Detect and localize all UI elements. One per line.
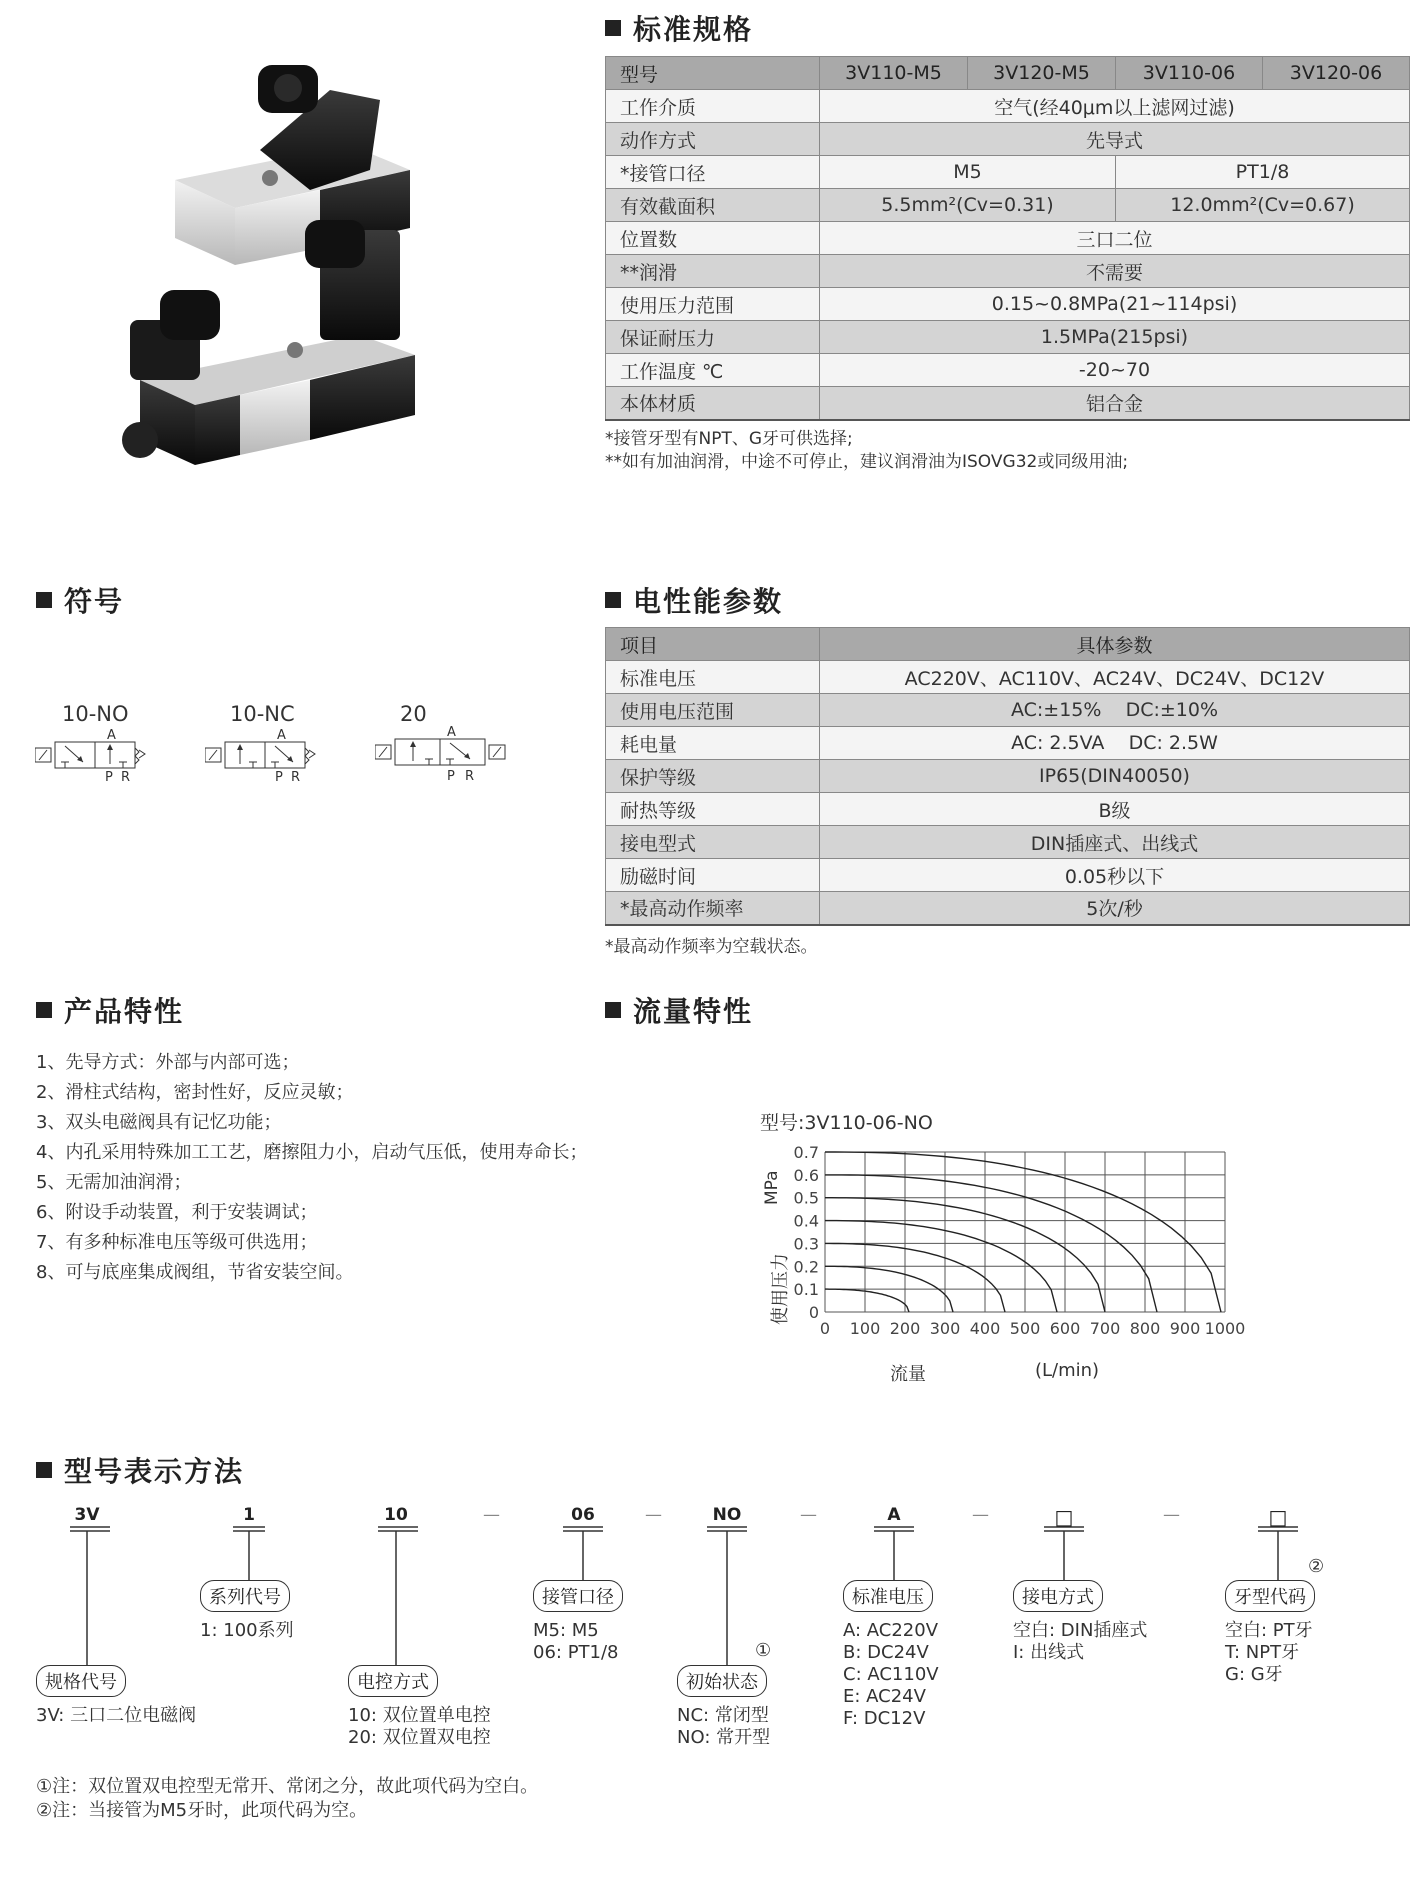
- table-cell: -20~70: [820, 354, 1410, 387]
- symbol-section-title: [36, 580, 124, 620]
- field-desc-line: M5: M5: [533, 1620, 599, 1641]
- list-item: 1、先导方式：外部与内部可选；: [36, 1052, 300, 1073]
- spec-notes: [605, 428, 1128, 474]
- table-cell: 本体材质: [606, 387, 820, 420]
- chart-x-label: 流量: [890, 1364, 926, 1385]
- table-row: [606, 156, 1410, 189]
- field-desc-line: T: NPT牙: [1225, 1642, 1300, 1663]
- list-item: 3、双头电磁阀具有记忆功能；: [36, 1112, 282, 1133]
- field-desc-state: [677, 1705, 770, 1749]
- table-cell: 励磁时间: [606, 859, 820, 892]
- valve-product-image: [120, 50, 440, 510]
- field-label-series: 系列代号: [200, 1580, 290, 1612]
- table-cell: 动作方式: [606, 123, 820, 156]
- y-tick-label: 0.5: [793, 1188, 819, 1208]
- elec-table: [605, 627, 1410, 926]
- port-p-label: P: [105, 770, 113, 785]
- table-row: [606, 321, 1410, 354]
- y-tick-label: 0.3: [793, 1234, 819, 1254]
- table-cell: B级: [820, 793, 1410, 826]
- table-cell: M5: [820, 156, 1116, 189]
- list-item: 6、附设手动装置，利于安装调试；: [36, 1202, 318, 1223]
- field-label-port: 接管口径: [533, 1580, 623, 1612]
- port-r-label: R: [465, 769, 475, 784]
- table-cell: 保护等级: [606, 760, 820, 793]
- field-desc-wiring: [1013, 1620, 1147, 1664]
- table-cell: PT1/8: [1116, 156, 1410, 189]
- valve-symbol-20: [375, 725, 510, 785]
- symbol-label-20: 20: [400, 702, 427, 726]
- code-dash: —: [645, 1505, 662, 1525]
- table-row: [606, 859, 1410, 892]
- footnote-mark-2: ②: [1308, 1556, 1325, 1577]
- section-bullet-icon: [605, 20, 621, 36]
- field-desc-line: 3V: 三口二位电磁阀: [36, 1705, 197, 1726]
- table-cell: 有效截面积: [606, 189, 820, 222]
- list-item: 2、滑柱式结构，密封性好，反应灵敏；: [36, 1082, 354, 1103]
- code-voltage: A: [887, 1505, 901, 1525]
- flow-chart: [755, 1140, 1285, 1400]
- field-desc-voltage: [843, 1620, 939, 1730]
- table-row: [606, 57, 1410, 90]
- field-desc-line: C: AC110V: [843, 1664, 939, 1685]
- code-series: 1: [243, 1505, 255, 1525]
- model-note: ②注：当接管为M5牙时，此项代码为空。: [36, 1800, 368, 1821]
- table-cell: 3V120-M5: [968, 57, 1116, 90]
- table-cell: **润滑: [606, 255, 820, 288]
- table-cell: 项目: [606, 628, 820, 661]
- chart-x-unit: (L/min): [1035, 1360, 1100, 1381]
- port-a-label: A: [107, 728, 116, 743]
- table-cell: AC:±15% DC:±10%: [820, 694, 1410, 727]
- y-tick-label: 0.4: [793, 1211, 819, 1231]
- field-desc-thread: [1225, 1620, 1313, 1686]
- y-tick-label: 0.6: [793, 1165, 819, 1185]
- x-tick-label: 500: [1009, 1319, 1041, 1338]
- table-row: [606, 661, 1410, 694]
- table-cell: *最高动作频率: [606, 892, 820, 925]
- code-control: 10: [384, 1505, 408, 1525]
- table-cell: 型号: [606, 57, 820, 90]
- field-desc-line: I: 出线式: [1013, 1642, 1085, 1663]
- table-row: [606, 222, 1410, 255]
- list-item: 5、无需加油润滑；: [36, 1172, 192, 1193]
- spec-table: [605, 56, 1410, 421]
- table-cell: 1.5MPa(215psi): [820, 321, 1410, 354]
- code-dash: —: [1163, 1505, 1180, 1525]
- field-desc-series: [200, 1620, 294, 1642]
- port-a-label: A: [447, 725, 456, 740]
- flow-curve: [825, 1198, 1105, 1312]
- field-desc-line: E: AC24V: [843, 1686, 926, 1707]
- field-desc-line: 1: 100系列: [200, 1620, 294, 1641]
- spec-title-text: 标准规格: [633, 13, 754, 46]
- spec-note: *接管牙型有NPT、G牙可供选择;: [605, 429, 853, 449]
- field-desc-line: NC: 常闭型: [677, 1705, 769, 1726]
- model-notes: [36, 1775, 538, 1823]
- table-row: [606, 793, 1410, 826]
- y-tick-label: 0.1: [793, 1280, 819, 1300]
- port-r-label: R: [291, 770, 301, 785]
- table-cell: 三口二位: [820, 222, 1410, 255]
- field-desc-line: 10: 双位置单电控: [348, 1705, 491, 1726]
- code-dash: —: [972, 1505, 989, 1525]
- x-tick-label: 800: [1129, 1319, 1161, 1338]
- field-label-control: 电控方式: [348, 1665, 438, 1697]
- field-label-spec: 规格代号: [36, 1665, 126, 1697]
- table-cell: 5次/秒: [820, 892, 1410, 925]
- x-tick-label: 1000: [1204, 1319, 1246, 1338]
- table-cell: 0.05秒以下: [820, 859, 1410, 892]
- elec-note: *最高动作频率为空载状态。: [605, 937, 818, 957]
- table-cell: 3V120-06: [1263, 57, 1410, 90]
- field-label-voltage: 标准电压: [843, 1580, 933, 1612]
- field-desc-line: 空白: DIN插座式: [1013, 1620, 1148, 1641]
- table-row: [606, 826, 1410, 859]
- valve-symbol-10-nc: [205, 728, 335, 786]
- table-row: [606, 727, 1410, 760]
- symbol-title-text: 符号: [64, 585, 125, 618]
- features-section-title: [36, 990, 184, 1030]
- port-p-label: P: [275, 770, 283, 785]
- table-row: [606, 760, 1410, 793]
- code-thread: □: [1268, 1505, 1288, 1529]
- list-item: 8、可与底座集成阀组，节省安装空间。: [36, 1262, 354, 1283]
- x-tick-label: 900: [1169, 1319, 1201, 1338]
- table-row: [606, 255, 1410, 288]
- field-desc-line: 20: 双位置双电控: [348, 1727, 491, 1748]
- footnote-mark-1: ①: [755, 1640, 772, 1661]
- table-cell: 位置数: [606, 222, 820, 255]
- table-cell: AC: 2.5VA DC: 2.5W: [820, 727, 1410, 760]
- code-state: NO: [712, 1505, 742, 1525]
- y-tick-label: 0.7: [793, 1143, 819, 1162]
- field-desc-line: 06: PT1/8: [533, 1642, 619, 1663]
- table-cell: 使用电压范围: [606, 694, 820, 727]
- table-row: [606, 694, 1410, 727]
- table-cell: 先导式: [820, 123, 1410, 156]
- table-row: [606, 288, 1410, 321]
- code-port: 06: [571, 1505, 595, 1525]
- field-desc-port: [533, 1620, 619, 1664]
- field-desc-line: F: DC12V: [843, 1708, 926, 1729]
- table-cell: 12.0mm²(Cv=0.67): [1116, 189, 1410, 222]
- table-cell: AC220V、AC110V、AC24V、DC24V、DC12V: [820, 661, 1410, 694]
- section-bullet-icon: [36, 1002, 52, 1018]
- field-label-wiring: 接电方式: [1013, 1580, 1103, 1612]
- table-row: [606, 354, 1410, 387]
- table-row: [606, 123, 1410, 156]
- symbol-label-10-nc: 10-NC: [230, 702, 295, 726]
- section-bullet-icon: [605, 1002, 621, 1018]
- features-list: [36, 1048, 596, 1288]
- model-section-title: [36, 1450, 244, 1490]
- field-desc-line: 空白: PT牙: [1225, 1620, 1313, 1641]
- field-desc-line: A: AC220V: [843, 1620, 939, 1641]
- table-cell: 耐热等级: [606, 793, 820, 826]
- table-row: [606, 387, 1410, 420]
- model-title-text: 型号表示方法: [64, 1455, 245, 1488]
- chart-y-unit: MPa: [762, 1170, 782, 1205]
- chart-title: 型号:3V110-06-NO: [760, 1112, 933, 1134]
- table-cell: 3V110-06: [1116, 57, 1263, 90]
- code-dash: —: [483, 1505, 500, 1525]
- x-tick-label: 400: [969, 1319, 1001, 1338]
- table-cell: DIN插座式、出线式: [820, 826, 1410, 859]
- valve-symbol-10-no: [35, 728, 165, 786]
- valve-symbol-graphic: [375, 725, 510, 785]
- section-bullet-icon: [36, 1462, 52, 1478]
- y-tick-label: 0: [808, 1303, 819, 1322]
- table-cell: 3V110-M5: [820, 57, 968, 90]
- flow-curve: [825, 1289, 909, 1312]
- table-cell: 铝合金: [820, 387, 1410, 420]
- code-spec: 3V: [74, 1505, 100, 1525]
- features-title-text: 产品特性: [64, 995, 185, 1028]
- port-a-label: A: [277, 728, 286, 743]
- x-tick-label: 600: [1049, 1319, 1081, 1338]
- list-item: 4、内孔采用特殊加工工艺，磨擦阻力小，启动气压低，使用寿命长；: [36, 1142, 588, 1163]
- x-tick-label: 300: [929, 1319, 961, 1338]
- spec-section-title: [605, 8, 753, 48]
- elec-section-title: [605, 580, 783, 620]
- flow-title-text: 流量特性: [633, 995, 754, 1028]
- table-cell: IP65(DIN40050): [820, 760, 1410, 793]
- x-tick-label: 100: [849, 1319, 881, 1338]
- table-cell: 工作介质: [606, 90, 820, 123]
- field-desc-line: NO: 常开型: [677, 1727, 771, 1748]
- field-desc-line: B: DC24V: [843, 1642, 929, 1663]
- table-row: [606, 90, 1410, 123]
- table-cell: 5.5mm²(Cv=0.31): [820, 189, 1116, 222]
- symbol-label-10-no: 10-NO: [62, 702, 129, 726]
- x-tick-label: 200: [889, 1319, 921, 1338]
- port-p-label: P: [447, 769, 455, 784]
- port-r-label: R: [121, 770, 131, 785]
- table-row: [606, 892, 1410, 925]
- valve-symbol-graphic: [35, 728, 165, 786]
- field-desc-control: [348, 1705, 491, 1749]
- list-item: 7、有多种标准电压等级可供选用；: [36, 1232, 318, 1253]
- table-cell: 不需要: [820, 255, 1410, 288]
- code-dash: —: [800, 1505, 817, 1525]
- table-row: [606, 189, 1410, 222]
- section-bullet-icon: [605, 592, 621, 608]
- table-row: [606, 628, 1410, 661]
- table-cell: 标准电压: [606, 661, 820, 694]
- table-cell: 工作温度 ℃: [606, 354, 820, 387]
- table-cell: 具体参数: [820, 628, 1410, 661]
- table-cell: 接电型式: [606, 826, 820, 859]
- elec-title-text: 电性能参数: [633, 585, 784, 618]
- y-tick-label: 0.2: [793, 1257, 819, 1277]
- model-note: ①注：双位置双电控型无常开、常闭之分，故此项代码为空白。: [36, 1776, 539, 1797]
- field-label-state: 初始状态: [677, 1665, 767, 1697]
- table-cell: 空气(经40μm以上滤网过滤): [820, 90, 1410, 123]
- section-bullet-icon: [36, 592, 52, 608]
- field-desc-spec: [36, 1705, 196, 1727]
- field-desc-line: G: G牙: [1225, 1664, 1283, 1685]
- code-wiring: □: [1054, 1505, 1074, 1529]
- field-label-thread: 牙型代码: [1225, 1580, 1315, 1612]
- flow-section-title: [605, 990, 753, 1030]
- spec-note: **如有加油润滑，中途不可停止，建议润滑油为ISOVG32或同级用油;: [605, 452, 1129, 472]
- table-cell: 0.15~0.8MPa(21~114psi): [820, 288, 1410, 321]
- table-cell: 使用压力范围: [606, 288, 820, 321]
- table-cell: 耗电量: [606, 727, 820, 760]
- x-tick-label: 0: [819, 1319, 831, 1338]
- chart-y-label: 使用压力: [770, 1253, 791, 1325]
- x-tick-label: 700: [1089, 1319, 1121, 1338]
- table-cell: 保证耐压力: [606, 321, 820, 354]
- table-cell: *接管口径: [606, 156, 820, 189]
- valve-symbol-graphic: [205, 728, 335, 786]
